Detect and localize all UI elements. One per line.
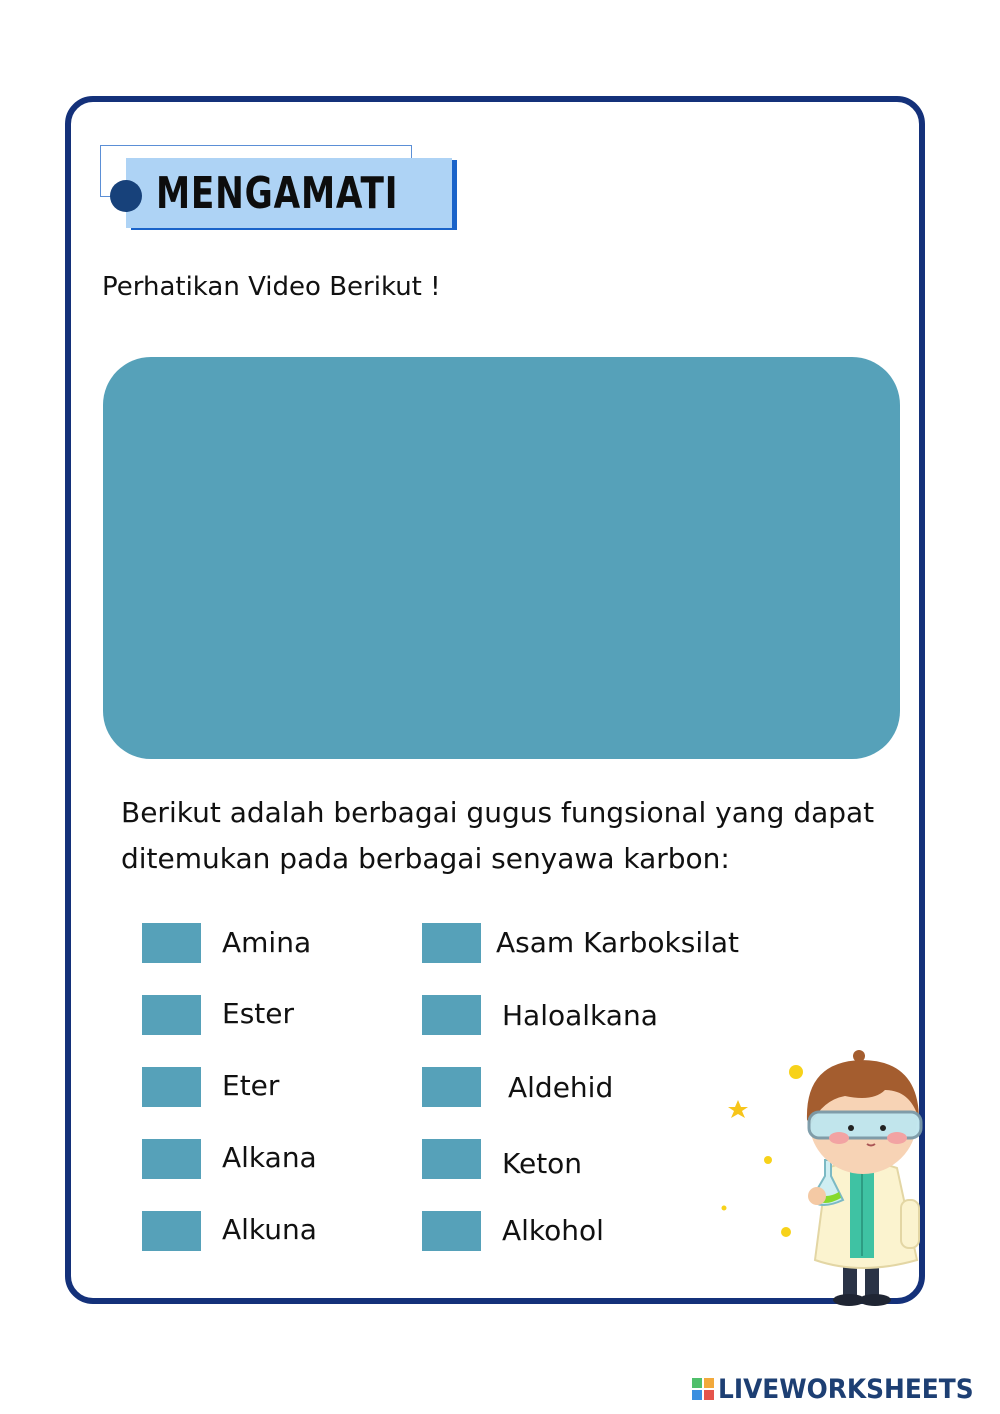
title-bullet-icon — [110, 180, 142, 212]
section-title: MENGAMATI — [156, 168, 399, 219]
checkbox-ester[interactable] — [142, 995, 201, 1035]
checkbox-alkana[interactable] — [142, 1139, 201, 1179]
star-icon — [728, 1100, 748, 1118]
instruction-text: Perhatikan Video Berikut ! — [102, 272, 441, 302]
liveworksheets-logo-icon — [692, 1378, 714, 1400]
checkbox-alkohol[interactable] — [422, 1211, 481, 1251]
option-label: Aldehid — [508, 1071, 614, 1104]
intro-line-2: ditemukan pada berbagai senyawa karbon: — [121, 842, 730, 875]
checkbox-asam-karboksilat[interactable] — [422, 923, 481, 963]
option-label: Eter — [222, 1069, 280, 1102]
checkbox-keton[interactable] — [422, 1139, 481, 1179]
option-label: Alkana — [222, 1141, 317, 1174]
checkbox-amina[interactable] — [142, 923, 201, 963]
option-label: Alkohol — [502, 1214, 604, 1247]
checkbox-haloalkana[interactable] — [422, 995, 481, 1035]
option-label: Alkuna — [222, 1213, 317, 1246]
sparkle-dot — [789, 1065, 803, 1079]
checkbox-alkuna[interactable] — [142, 1211, 201, 1251]
checkbox-aldehid[interactable] — [422, 1067, 481, 1107]
video-player[interactable] — [103, 357, 900, 759]
option-label: Haloalkana — [502, 999, 658, 1032]
scientist-illustration — [715, 1050, 940, 1312]
option-label: Keton — [502, 1147, 583, 1180]
option-label: Asam Karboksilat — [496, 926, 740, 959]
liveworksheets-logo — [692, 1372, 996, 1406]
sparkle-dot — [764, 1156, 772, 1164]
sparkle-dot — [722, 1206, 727, 1211]
option-label: Ester — [222, 997, 294, 1030]
checkbox-eter[interactable] — [142, 1067, 201, 1107]
intro-line-1: Berikut adalah berbagai gugus fungsional yang dapat — [121, 796, 875, 829]
sparkle-dot — [781, 1227, 791, 1237]
intro-text — [121, 790, 911, 882]
option-label: Amina — [222, 926, 312, 959]
brand-name: LIVEWORKSHEETS — [718, 1373, 974, 1405]
